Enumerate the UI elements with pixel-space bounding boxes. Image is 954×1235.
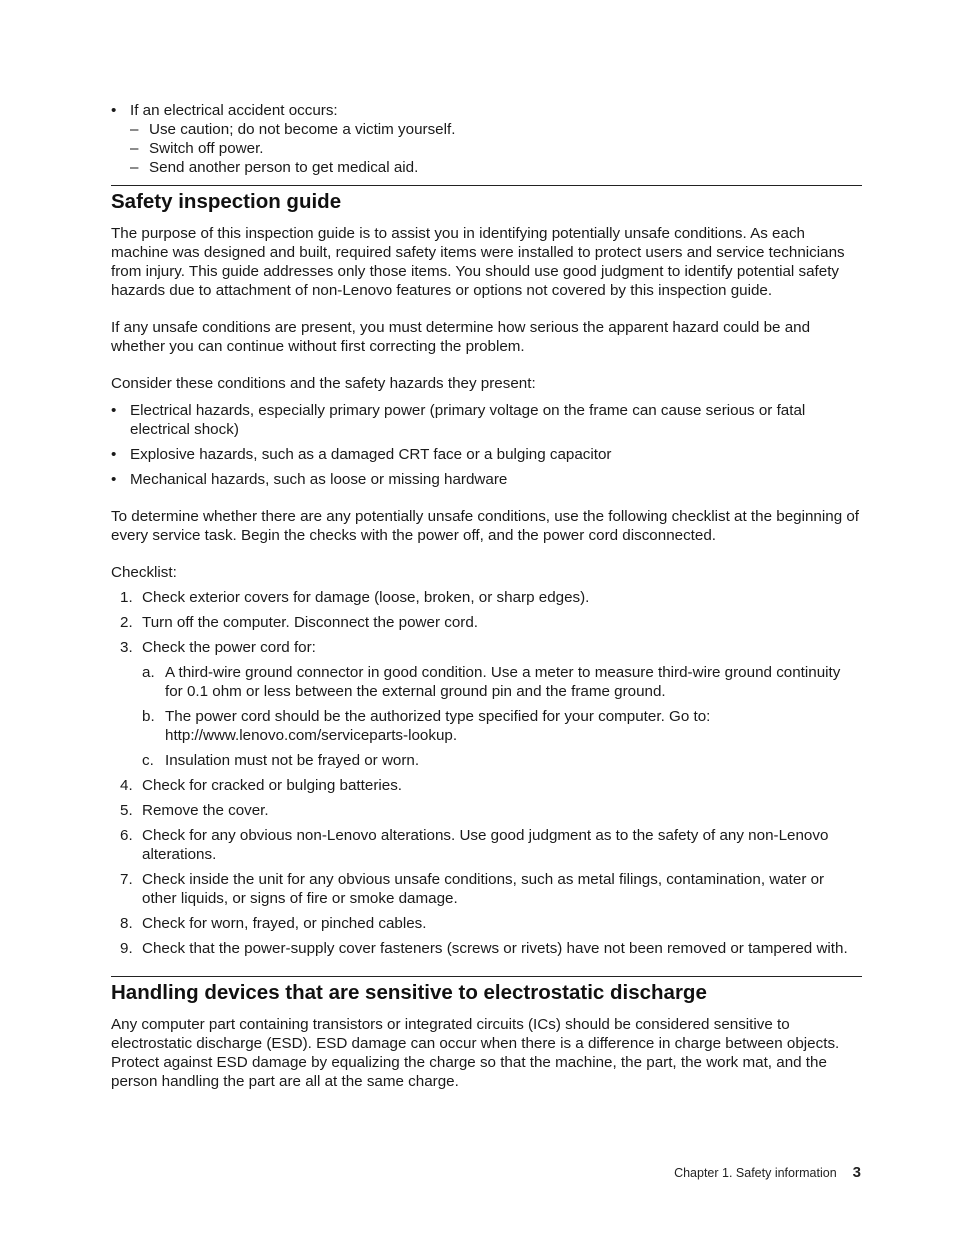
page-footer [674,1163,861,1183]
letter-marker: c. [142,752,154,769]
dash-marker: – [130,121,139,138]
paragraph: If any unsafe conditions are present, you must determine how serious the apparent hazard could be and whether you can continue without first correcting the problem. [111,319,811,355]
list-item-text: Check the power cord for: [142,639,316,656]
number-marker: 9. [120,940,133,957]
section-heading-esd: Handling devices that are sensitive to electrostatic discharge [111,981,707,1004]
bullet-marker: • [111,102,117,119]
number-marker: 7. [120,871,133,888]
number-marker: 2. [120,614,133,631]
number-marker: 8. [120,915,133,932]
document-page [111,101,862,1109]
list-item-text: The power cord should be the authorized type specified for your computer. Go to: http://www.lenovo.com/serviceparts-lookup. [165,708,711,744]
checklist-item [111,638,862,770]
list-item-text: Send another person to get medical aid. [149,159,419,176]
checklist [111,588,862,958]
dash-marker: – [130,159,139,176]
paragraph: Consider these conditions and the safety hazards they present: [111,375,536,392]
paragraph: The purpose of this inspection guide is to assist you in identifying potentially unsafe conditions. As each machine was designed and built, required safety items were installed to protect users and service technicians from injury. This guide addresses only those items. You should use good judgment to identify potential safety hazards due to attachment of non-Lenovo features or options not covered by this inspection guide. [111,225,845,299]
accident-list [111,101,862,177]
list-item [111,470,862,489]
checklist-item [111,801,862,820]
list-item [111,445,862,464]
list-item-text: Switch off power. [149,140,264,157]
list-item-text: Check that the power-supply cover fasteners (screws or rivets) have not been removed or tampered with. [142,940,848,957]
list-item-text: Remove the cover. [142,802,269,819]
page-number: 3 [852,1164,861,1181]
letter-marker: b. [142,708,155,725]
paragraph: To determine whether there are any potentially unsafe conditions, use the following checklist at the beginning of every service task. Begin the checks with the power off, and the power cord disconnected. [111,508,860,544]
list-item [111,401,862,439]
checklist-item [111,914,862,933]
checklist-item [111,613,862,632]
paragraph: Any computer part containing transistors or integrated circuits (ICs) should be considered sensitive to electrostatic discharge (ESD). ESD damage can occur when there is a difference in charge between objects. Protect against ESD damage by equalizing the charge so that the machine, the part, the work mat, and the person handling the part are all at the same charge. [111,1016,840,1090]
list-item-text: Turn off the computer. Disconnect the power cord. [142,614,478,631]
list-item [111,101,862,177]
power-cord-sublist [142,663,862,770]
bullet-marker: • [111,402,117,419]
list-item [130,139,862,158]
list-item-text: Check for cracked or bulging batteries. [142,777,403,794]
checklist-item [111,588,862,607]
section-divider [111,185,862,186]
list-item-text: Electrical hazards, especially primary power (primary voltage on the frame can cause serious or fatal electrical shock) [130,402,806,438]
letter-marker: a. [142,664,155,681]
number-marker: 1. [120,589,133,606]
checklist-item [111,776,862,795]
list-item-text: Check inside the unit for any obvious unsafe conditions, such as metal filings, contamination, water or other liquids, or signs of fire or smoke damage. [142,871,825,907]
hazard-list [111,401,862,489]
list-item-text: Check for worn, frayed, or pinched cables. [142,915,427,932]
number-marker: 4. [120,777,133,794]
list-item-text: Explosive hazards, such as a damaged CRT face or a bulging capacitor [130,446,612,463]
list-item-text: A third-wire ground connector in good condition. Use a meter to measure third-wire ground continuity for 0.1 ohm or less between the external ground pin and the frame ground. [165,664,841,700]
list-item-text: Use caution; do not become a victim yourself. [149,121,456,138]
list-item [130,158,862,177]
section-heading-safety-inspection: Safety inspection guide [111,190,342,213]
list-item [130,120,862,139]
list-item-text: Check for any obvious non-Lenovo alterations. Use good judgment as to the safety of any non-Lenovo alterations. [142,827,829,863]
accident-sublist [130,120,862,177]
checklist-item [111,826,862,864]
number-marker: 5. [120,802,133,819]
sub-item [142,751,862,770]
checklist-item [111,870,862,908]
checklist-label: Checklist: [111,564,177,581]
checklist-item [111,939,862,958]
list-item-text: Insulation must not be frayed or worn. [165,752,420,769]
list-item-text: Check exterior covers for damage (loose, broken, or sharp edges). [142,589,590,606]
bullet-marker: • [111,446,117,463]
bullet-marker: • [111,471,117,488]
list-item-text: Mechanical hazards, such as loose or missing hardware [130,471,508,488]
list-item-text: If an electrical accident occurs: [130,102,338,119]
section-divider [111,976,862,977]
number-marker: 6. [120,827,133,844]
sub-item [142,663,862,701]
footer-chapter: Chapter 1. Safety information [674,1166,837,1180]
sub-item [142,707,862,745]
dash-marker: – [130,140,139,157]
number-marker: 3. [120,639,133,656]
